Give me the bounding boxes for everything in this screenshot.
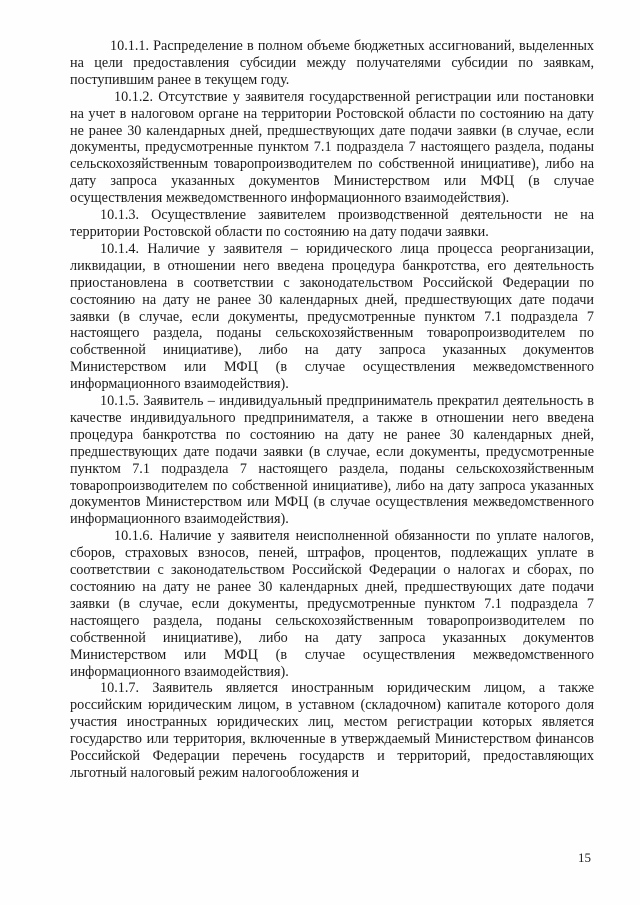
paragraph-10-1-5: 10.1.5. Заявитель – индивидуальный предприниматель прекратил деятельность в качестве индивидуального предпринимателя, а также в отношении него введена процедура банкротства по состоянию на дату не ранее 30 календарных дней, предшествующих дате подачи заявки (в случае, если документы, предусмотренные пунктом 7.1 подраздела 7 настоящего раздела, поданы сельскохозяйственным товаропроизводителем по собственной инициативе), либо на дату запроса указанных документов Министерством или МФЦ (в случае осуществления межведомственного информационного взаимодействия). [70, 393, 594, 528]
page-number: 15 [578, 850, 591, 865]
paragraph-10-1-1: 10.1.1. Распределение в полном объеме бюджетных ассигнований, выделенных на цели предоставления субсидии между получателями субсидии по заявкам, поступившим ранее в текущем году. [70, 38, 594, 88]
document-body [70, 38, 594, 782]
paragraph-10-1-6: 10.1.6. Наличие у заявителя неисполненной обязанности по уплате налогов, сборов, страховых взносов, пеней, штрафов, процентов, подлежащих уплате в соответствии с законодательством Российской Федерации о налогах и сборах, по состоянию на дату не ранее 30 календарных дней, предшествующих дате подачи заявки (в случае, если документы, предусмотренные пунктом 7.1 подраздела 7 настоящего раздела, поданы сельскохозяйственным товаропроизводителем по собственной инициативе), либо на дату запроса указанных документов Министерством или МФЦ (в случае осуществления межведомственного информационного взаимодействия). [70, 528, 594, 680]
paragraph-10-1-2: 10.1.2. Отсутствие у заявителя государственной регистрации или постановки на учет в налоговом органе на территории Ростовской области по состоянию на дату не ранее 30 календарных дней, предшествующих дате подачи заявки (в случае, если документы, предусмотренные пунктом 7.1 подраздела 7 настоящего раздела, поданы сельскохозяйственным товаропроизводителем по собственной инициативе), либо на дату запроса указанных документов Министерством или МФЦ (в случае осуществления межведомственного информационного взаимодействия). [70, 88, 594, 207]
paragraph-10-1-7: 10.1.7. Заявитель является иностранным юридическим лицом, а также российским юридическим лицом, в уставном (складочном) капитале которого доля участия иностранных юридических лиц, местом регистрации которых является государство или территория, включенные в утверждаемый Министерством финансов Российской Федерации перечень государств и территорий, предоставляющих льготный налоговый режим налогообложения и [70, 680, 594, 781]
paragraph-10-1-4: 10.1.4. Наличие у заявителя – юридического лица процесса реорганизации, ликвидации, в отношении него введена процедура банкротства, его деятельность приостановлена в соответствии с законодательством Российской Федерации по состоянию на дату не ранее 30 календарных дней, предшествующих дате подачи заявки (в случае, если документы, предусмотренные пунктом 7.1 подраздела 7 настоящего раздела, поданы сельскохозяйственным товаропроизводителем по собственной инициативе), либо на дату запроса указанных документов Министерством или МФЦ (в случае осуществления межведомственного информационного взаимодействия). [70, 240, 594, 393]
paragraph-10-1-3: 10.1.3. Осуществление заявителем производственной деятельности не на территории Ростовской области по состоянию на дату подачи заявки. [70, 207, 594, 240]
